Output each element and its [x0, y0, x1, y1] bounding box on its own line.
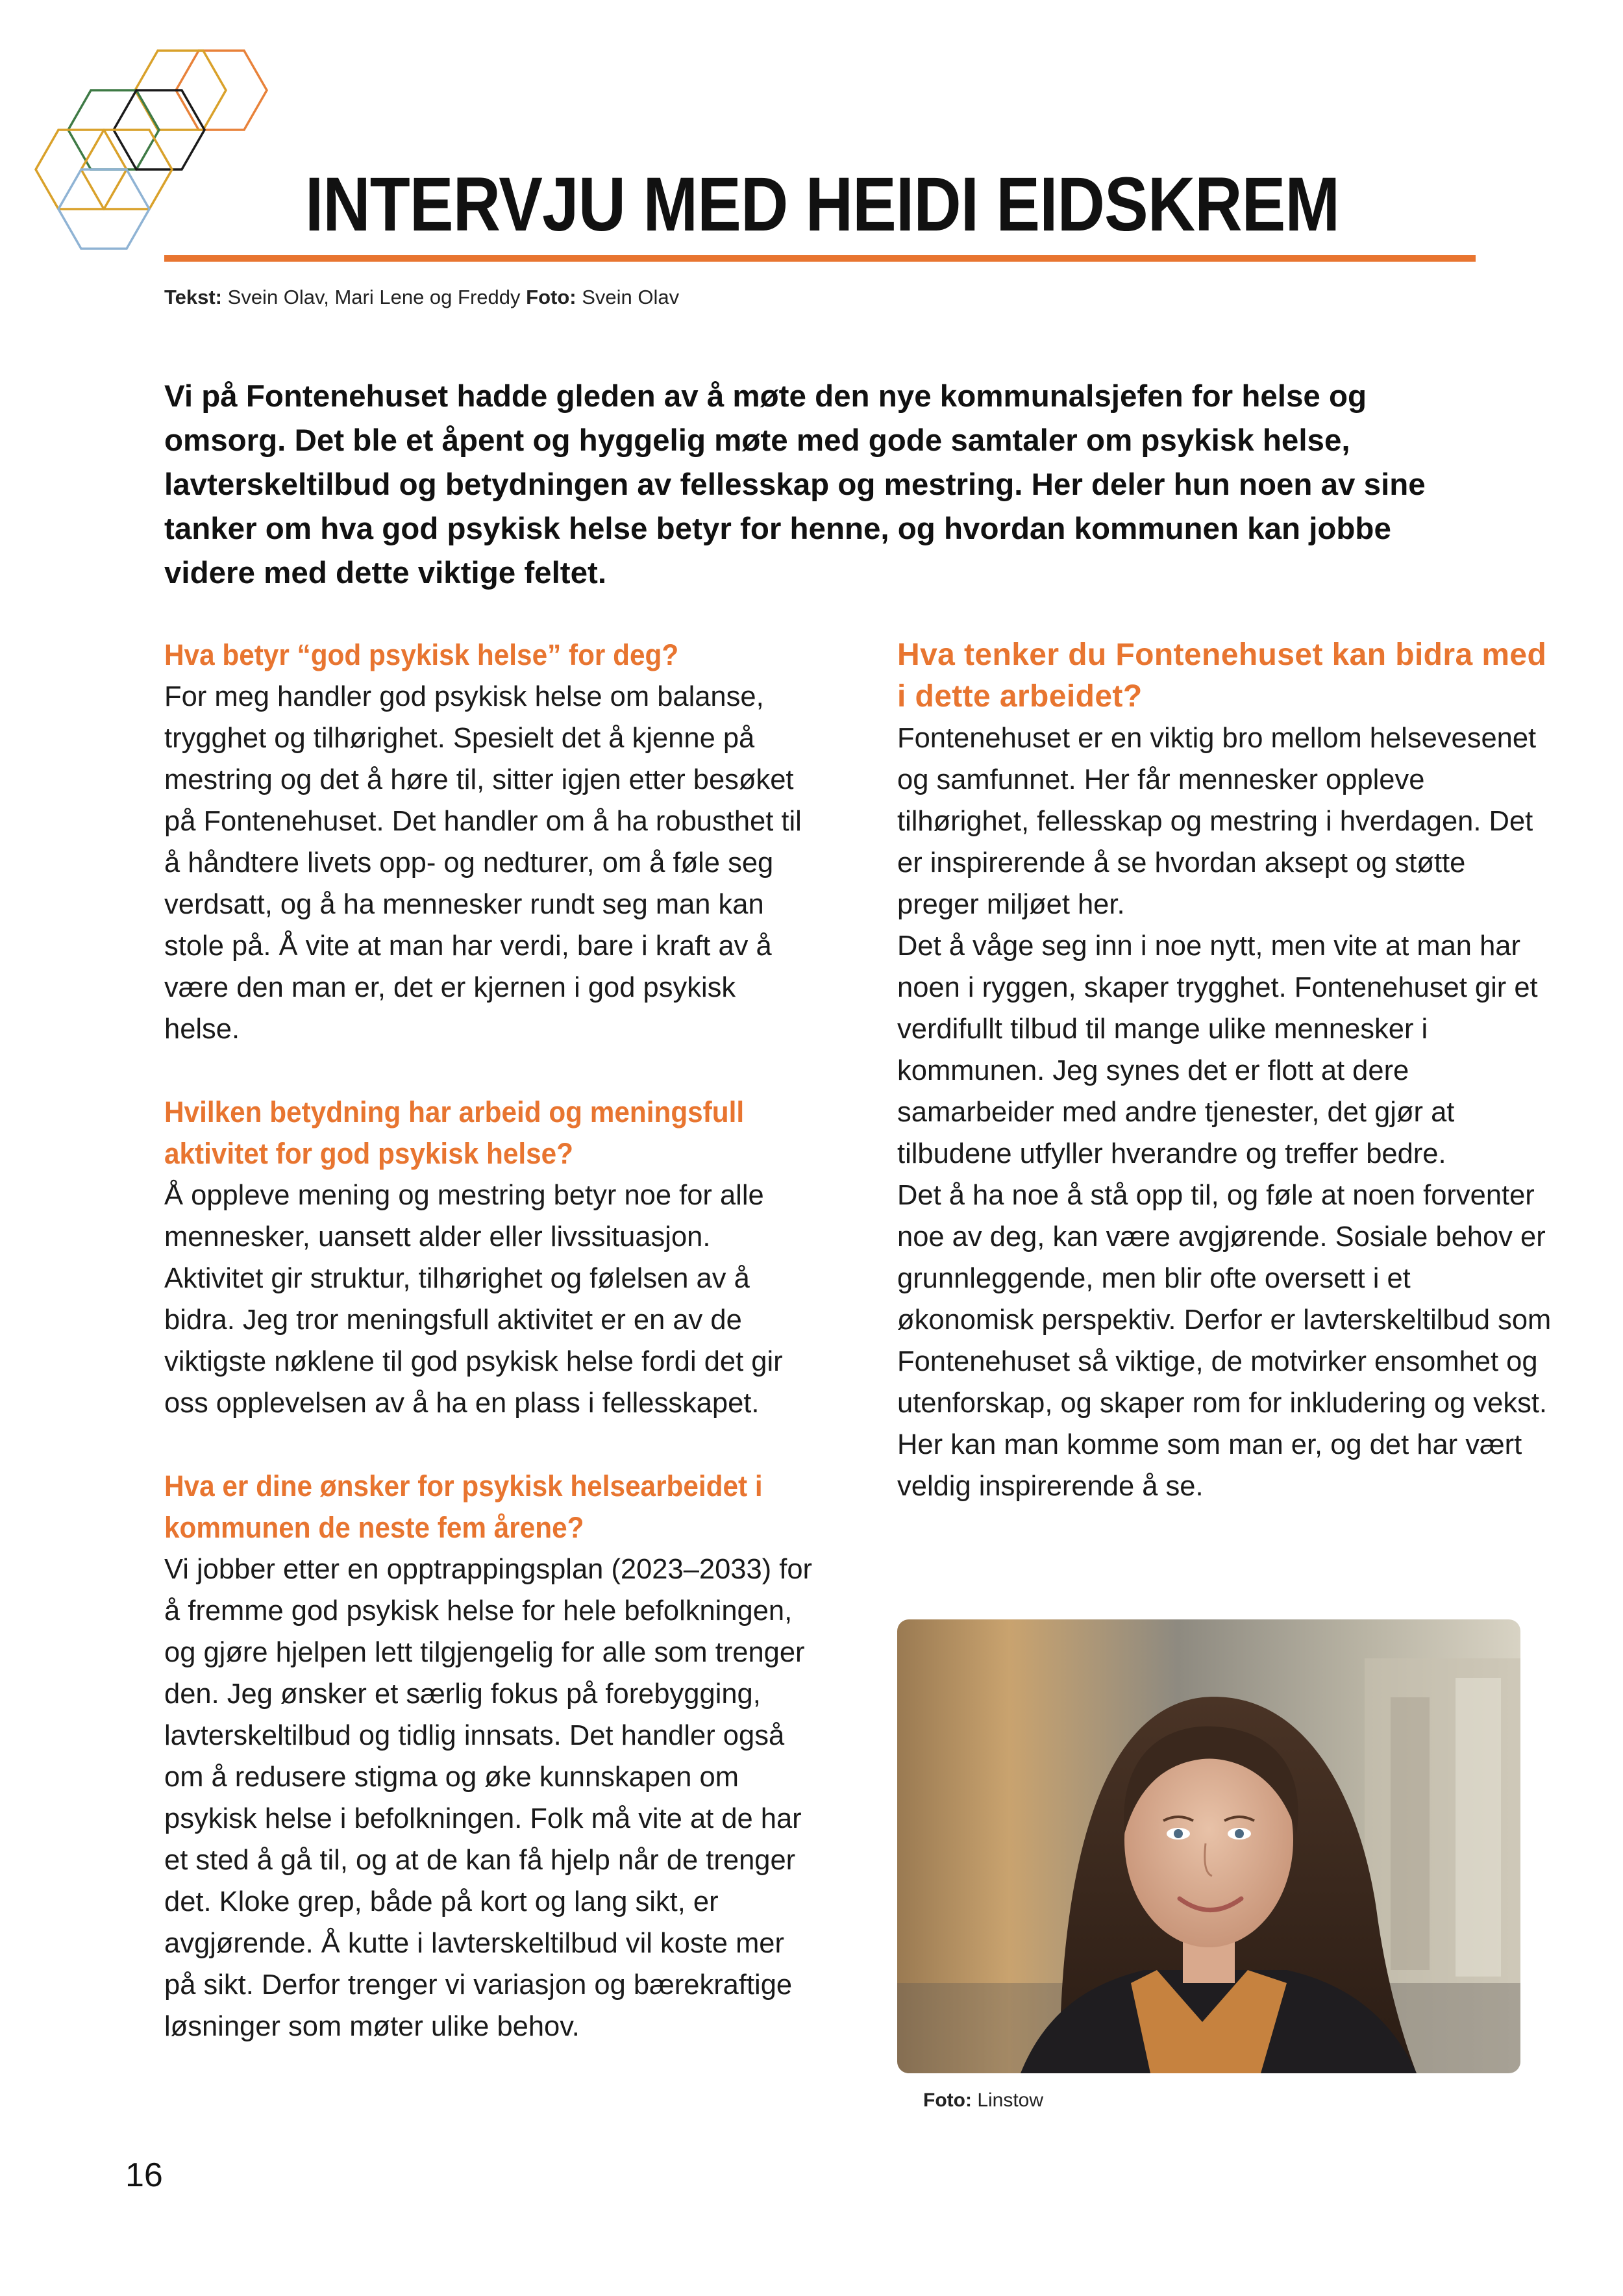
- left-column: [164, 634, 813, 2047]
- photo-caption: [923, 2090, 1043, 2112]
- photo-caption-value: Linstow: [977, 2090, 1044, 2111]
- portrait-image: [897, 1619, 1520, 2073]
- credits-photo-label: Foto:: [526, 286, 576, 308]
- answer-1: For meg handler god psykisk helse om balanse, trygghet og tilhørighet. Spesielt det å kjenne på mestring og det å høre til, sitter igjen etter besøket på Fontenehuset. Det handler om å ha robusthet til å håndtere livets opp- og nedturer, om å føle seg verdsatt, og å ha mennesker rundt seg man kan stole på. Å vite at man har verdi, bare i kraft av å være den man er, det er kjernen i god psykisk helse.: [164, 681, 802, 1045]
- answer-2: Å oppleve mening og mestring betyr noe for alle mennesker, uansett alder eller livssituasjon. Aktivitet gir struktur, tilhørighet og følelsen av å bidra. Jeg tror meningsfull aktivitet er en av de viktigste nøklene til god psykisk helse fordi det gir oss opplevelsen av å ha en plass i fellesskapet.: [164, 1180, 783, 1419]
- question-4: Hva tenker du Fontenehuset kan bidra med i dette arbeidet?: [897, 638, 1547, 714]
- credits-text-label: Tekst:: [164, 286, 223, 308]
- answer-4-paragraph-2: Det å våge seg inn i noe nytt, men vite at man har noen i ryggen, skaper trygghet. Fontenehuset gir et verdifullt tilbud til mange ulike mennesker i kommunen. Jeg synes det er flott at dere samarbeider med andre tjenester, det gjør at tilbudene utfyller hverandre og treffer bedre.: [897, 930, 1538, 1169]
- answer-4-paragraph-1: Fontenehuset er en viktig bro mellom helsevesenet og samfunnet. Her får mennesker oppleve tilhørighet, fellesskap og mestring i hverdagen. Det er inspirerende å se hvordan aksept og støtte preger miljøet her.: [897, 723, 1537, 920]
- credits-photo-value: Svein Olav: [582, 286, 680, 308]
- hexagon-logo-icon: [32, 44, 292, 258]
- question-1: Hva betyr “god psykisk helse” for deg?: [164, 638, 679, 671]
- lead-paragraph: Vi på Fontenehuset hadde gleden av å møte den nye kommunalsjefen for helse og omsorg. Det ble et åpent og hyggelig møte med gode samtaler om psykisk helse, lavterskeltilbud og betydningen av fellesskap og mestring. Her deler hun noen av sine tanker om hva god psykisk helse betyr for henne, og hvordan kommunen kan jobbe videre med dette viktige feltet.: [164, 379, 1426, 590]
- question-2: Hvilken betydning har arbeid og meningsfull aktivitet for god psykisk helse?: [164, 1095, 745, 1170]
- credits-text-value: Svein Olav, Mari Lene og Freddy: [227, 286, 521, 308]
- credits-line: [164, 286, 679, 309]
- photo-caption-label: Foto:: [923, 2090, 972, 2111]
- title-underline: [164, 255, 1476, 262]
- page-number: 16: [125, 2156, 163, 2194]
- question-3: Hva er dine ønsker for psykisk helsearbeidet i kommunen de neste fem årene?: [164, 1469, 763, 1544]
- portrait-photo: [897, 1619, 1520, 2073]
- page-title: INTERVJU MED HEIDI EIDSKREM: [305, 162, 1340, 247]
- hex-orange-icon: [176, 51, 267, 130]
- right-column: [897, 634, 1553, 1507]
- answer-3: Vi jobber etter en opptrappingsplan (2023–2033) for å fremme god psykisk helse for hele befolkningen, og gjøre hjelpen lett tilgjengelig for alle som trenger den. Jeg ønsker et særlig fokus på forebygging, lavterskeltilbud og tidlig innsats. Det handler også om å redusere stigma og øke kunnskapen om psykisk helse i befolkningen. Folk må vite at de har et sted å gå til, og at de kan få hjelp når de trenger det. Kloke grep, både på kort og lang sikt, er avgjørende. Å kutte i lavterskeltilbud vil koste mer på sikt. Derfor trenger vi variasjon og bærekraftige løsninger som møter ulike behov.: [164, 1554, 812, 2042]
- answer-4-paragraph-3: Det å ha noe å stå opp til, og føle at noen forventer noe av deg, kan være avgjørende. Sosiale behov er grunnleggende, men blir ofte oversett i et økonomisk perspektiv. Derfor er lavterskeltilbud som Fontenehuset så viktige, de motvirker ensomhet og utenforskap, og skaper rom for inkludering og vekst. Her kan man komme som man er, og det har vært veldig inspirerende å se.: [897, 1180, 1552, 1502]
